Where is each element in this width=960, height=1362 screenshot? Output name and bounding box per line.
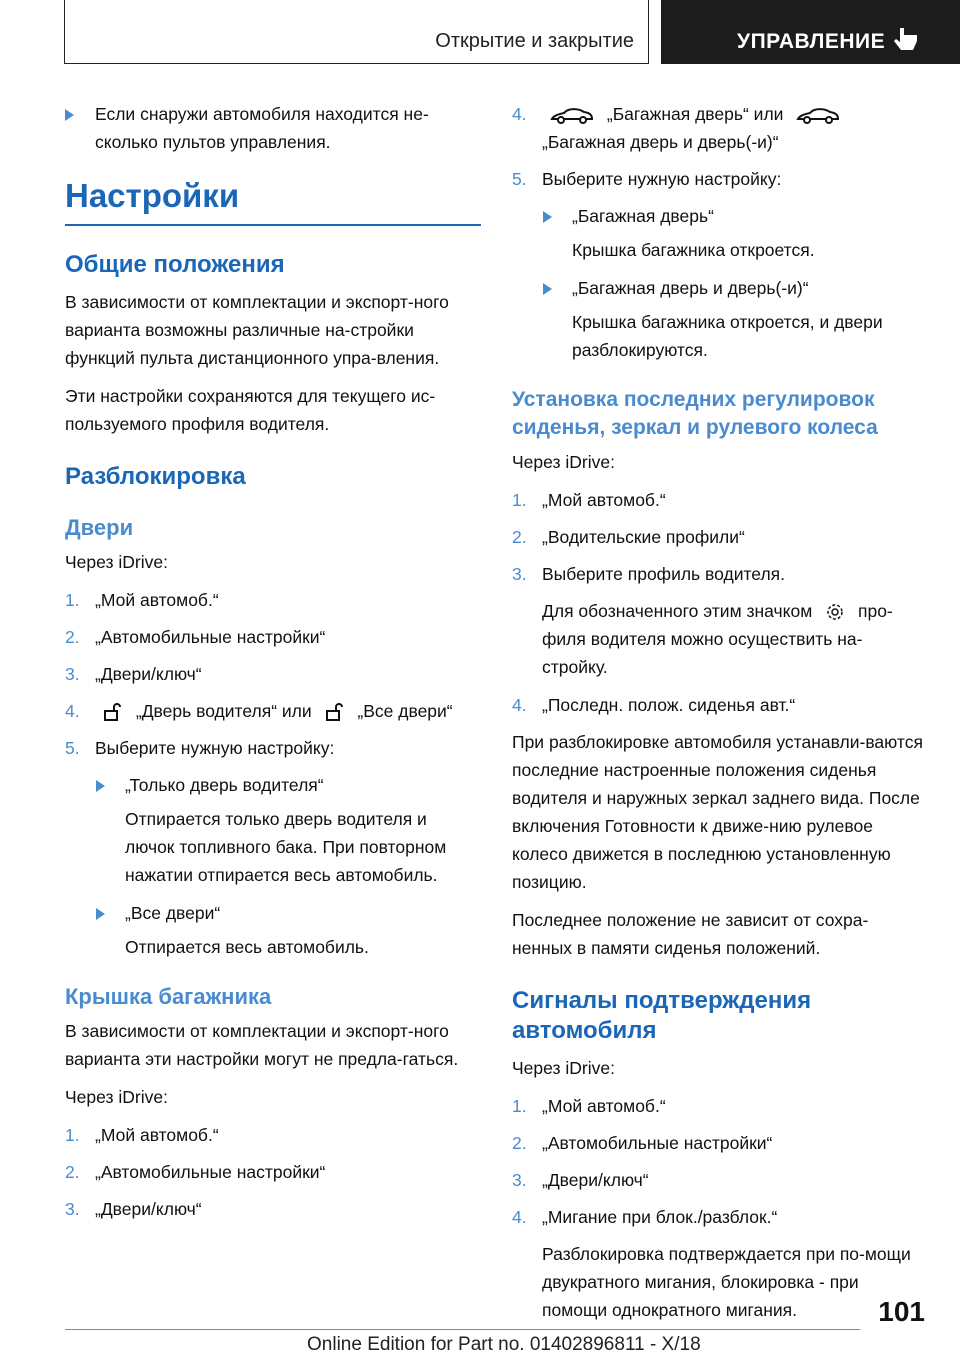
- bullet-item: „Все двери“: [65, 899, 481, 927]
- paragraph: Эти настройки сохраняются для текущего ис-пользуемого профиля водителя.: [65, 386, 436, 434]
- all-doors-unlock-icon: [325, 702, 345, 722]
- car-trunk-icon: [550, 105, 594, 125]
- list-item: 1. „Мой автомоб.“: [512, 1096, 666, 1116]
- list-item: 3. Выберите профиль водителя.: [512, 564, 785, 584]
- paragraph: Через iDrive:: [65, 1087, 168, 1107]
- header-section-box: [64, 0, 649, 64]
- list-item: 2. „Автомобильные настройки“: [65, 627, 326, 647]
- list-item: 2. „Водительские профили“: [512, 527, 745, 547]
- list-item: 4. „Дверь водителя“ или „Все двери“: [65, 701, 453, 721]
- list-item: 3. „Двери/ключ“: [512, 1170, 649, 1190]
- note-text: Для обозначенного этим значком про-филя водителя можно осуществить на-стройку.: [542, 601, 893, 677]
- page-number: 101: [878, 1296, 925, 1327]
- heading-doors: Двери: [65, 515, 134, 540]
- signal-description: Разблокировка подтверждается при по-мощи двукратного мигания, блокировка - при помощи однократного мигания.: [542, 1244, 911, 1320]
- header-section-title: Открытие и закрытие: [435, 30, 634, 52]
- list-item: 1. „Мой автомоб.“: [65, 1125, 219, 1145]
- edition-footer: Online Edition for Part no. 01402896811 - X/18: [307, 1334, 701, 1355]
- right-column: [512, 100, 924, 1334]
- gear-icon: [825, 602, 845, 622]
- heading-unlock: Разблокировка: [65, 463, 246, 490]
- header-chapter-title: УПРАВЛЕНИЕ: [737, 30, 886, 53]
- option-description: Отпирается только дверь водителя и лючок топливного бака. При повторном нажатии отпирается весь автомобиль.: [125, 809, 447, 885]
- bullet-item: „Багажная дверь и дверь(-и)“: [512, 274, 924, 302]
- paragraph: Через iDrive:: [512, 452, 615, 472]
- list-item: 4. „Багажная дверь“ или „Багажная дверь и дверь(-и)“: [512, 100, 924, 156]
- list-item: 4. „Последн. полож. сиденья авт.“: [512, 695, 796, 715]
- footer-divider: [65, 1329, 860, 1330]
- list-item: 5. Выберите нужную настройку:: [512, 169, 782, 189]
- heading-settings: Настройки: [65, 176, 481, 226]
- list-item: 3. „Двери/ключ“: [65, 1199, 202, 1219]
- paragraph: В зависимости от комплектации и экспорт-ного варианта возможны различные на-стройки функций пульта дистанционного упра-вления.: [65, 292, 449, 368]
- option-description: Крышка багажника откроется, и двери разблокируются.: [572, 312, 883, 360]
- list-item: 1. „Мой автомоб.“: [512, 490, 666, 510]
- heading-general: Общие положения: [65, 251, 285, 278]
- heading-signals: Сигналы подтверждения автомобиля: [512, 987, 812, 1044]
- heading-last-settings: Установка последних регулировок сиденья, зеркал и рулевого колеса: [512, 388, 878, 439]
- list-item: 3. „Двери/ключ“: [65, 664, 202, 684]
- heading-trunk: Крышка багажника: [65, 984, 272, 1009]
- list-item: 2. „Автомобильные настройки“: [512, 1133, 773, 1153]
- option-description: Отпирается весь автомобиль.: [125, 937, 369, 957]
- bullet-item: Если снаружи автомобиля находится не-сколько пультов управления.: [65, 100, 481, 156]
- hand-pointer-icon: [893, 26, 919, 54]
- paragraph: В зависимости от комплектации и экспорт-ного варианта эти настройки могут не предла-гаться.: [65, 1021, 459, 1069]
- paragraph: При разблокировке автомобиля устанавли-ваются последние настроенные положения сиденья водителя и наружных зеркал заднего вида. После включения Готовности к движе-нию рулевое колесо движется в последнюю установленную позицию.: [512, 732, 923, 892]
- paragraph: Через iDrive:: [65, 552, 168, 572]
- bullet-item: „Только дверь водителя“: [65, 771, 481, 799]
- bullet-item: „Багажная дверь“: [512, 202, 924, 230]
- header-chapter-box: [661, 0, 960, 64]
- door-unlock-icon: [103, 702, 123, 722]
- paragraph: Последнее положение не зависит от сохра-ненных в памяти сиденья положений.: [512, 910, 869, 958]
- paragraph: Через iDrive:: [512, 1058, 615, 1078]
- list-item: 4. „Мигание при блок./разблок.“: [512, 1207, 778, 1227]
- list-item: 1. „Мой автомоб.“: [65, 590, 219, 610]
- option-description: Крышка багажника откроется.: [572, 240, 815, 260]
- car-trunk-doors-icon: [796, 105, 840, 125]
- list-item: 5. Выберите нужную настройку:: [65, 738, 335, 758]
- list-item: 2. „Автомобильные настройки“: [65, 1162, 326, 1182]
- left-column: [65, 100, 481, 1232]
